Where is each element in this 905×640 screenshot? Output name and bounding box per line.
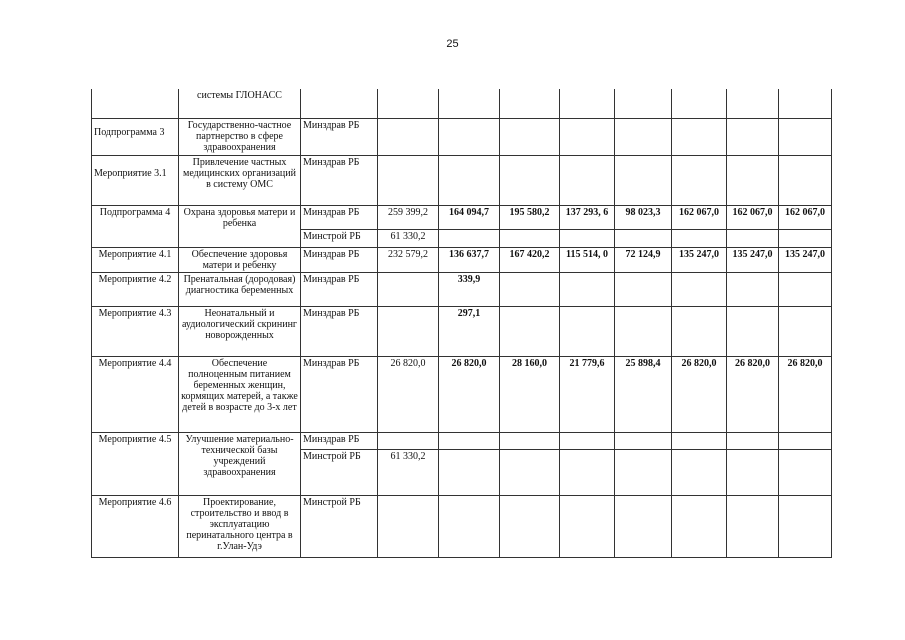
- row-executor: Минздрав РБ: [301, 272, 378, 306]
- value-cell: [672, 229, 727, 247]
- value-cell: [439, 89, 500, 118]
- row-executor: Минстрой РБ: [301, 229, 378, 247]
- value-cell: [500, 155, 560, 205]
- row-code: Мероприятие 4.3: [92, 306, 179, 356]
- value-cell: 28 160,0: [500, 356, 560, 432]
- value-cell: [378, 155, 439, 205]
- value-cell: 61 330,2: [378, 229, 439, 247]
- value-cell: 195 580,2: [500, 205, 560, 229]
- value-cell: [500, 449, 560, 495]
- value-cell: [615, 155, 672, 205]
- value-cell: [727, 306, 779, 356]
- value-cell: [727, 495, 779, 557]
- value-cell: 72 124,9: [615, 247, 672, 272]
- value-cell: 167 420,2: [500, 247, 560, 272]
- table-row: [92, 89, 832, 118]
- row-name: Государственно-частное партнерство в сфере здравоохранения: [179, 118, 301, 155]
- value-cell: [779, 229, 832, 247]
- value-cell: [727, 272, 779, 306]
- row-executor: Минздрав РБ: [301, 118, 378, 155]
- row-code: Подпрограмма 3: [92, 118, 179, 155]
- value-cell: [439, 229, 500, 247]
- row-executor: Минстрой РБ: [301, 449, 378, 495]
- row-code: Мероприятие 4.6: [92, 495, 179, 557]
- value-cell: [500, 272, 560, 306]
- table-row: [92, 247, 832, 272]
- value-cell: [500, 495, 560, 557]
- value-cell: [560, 155, 615, 205]
- row-code: Мероприятие 4.2: [92, 272, 179, 306]
- value-cell: [672, 155, 727, 205]
- table-row: [92, 356, 832, 432]
- row-executor: Минздрав РБ: [301, 356, 378, 432]
- value-cell: 136 637,7: [439, 247, 500, 272]
- value-cell: 135 247,0: [779, 247, 832, 272]
- row-executor: Минздрав РБ: [301, 432, 378, 449]
- value-cell: 61 330,2: [378, 449, 439, 495]
- value-cell: 137 293, 6: [560, 205, 615, 229]
- value-cell: [615, 432, 672, 449]
- value-cell: [500, 89, 560, 118]
- value-cell: [615, 118, 672, 155]
- row-name: системы ГЛОНАСС: [179, 89, 301, 118]
- value-cell: 297,1: [439, 306, 500, 356]
- value-cell: [672, 272, 727, 306]
- value-cell: [615, 89, 672, 118]
- value-cell: [500, 306, 560, 356]
- row-name: Улучшение материально-технической базы учреждений здравоохранения: [179, 432, 301, 495]
- value-cell: 259 399,2: [378, 205, 439, 229]
- value-cell: [560, 229, 615, 247]
- value-cell: [615, 449, 672, 495]
- value-cell: 26 820,0: [378, 356, 439, 432]
- row-code: [92, 89, 179, 118]
- row-executor: Минздрав РБ: [301, 205, 378, 229]
- value-cell: [615, 306, 672, 356]
- value-cell: [560, 432, 615, 449]
- row-name: Обеспечение здоровья матери и ребенку: [179, 247, 301, 272]
- value-cell: [378, 432, 439, 449]
- row-name: Обеспечение полноценным питанием беременных женщин, кормящих матерей, а также детей в возрасте до 3-х лет: [179, 356, 301, 432]
- value-cell: [560, 89, 615, 118]
- value-cell: [779, 306, 832, 356]
- value-cell: [378, 495, 439, 557]
- value-cell: [672, 495, 727, 557]
- row-code: Мероприятие 4.5: [92, 432, 179, 495]
- value-cell: 26 820,0: [779, 356, 832, 432]
- value-cell: 135 247,0: [672, 247, 727, 272]
- value-cell: [560, 118, 615, 155]
- row-code: Мероприятие 4.1: [92, 247, 179, 272]
- value-cell: [779, 155, 832, 205]
- value-cell: 115 514, 0: [560, 247, 615, 272]
- value-cell: [378, 306, 439, 356]
- value-cell: [727, 118, 779, 155]
- row-name: Проектирование, строительство и ввод в эксплуатацию перинатального центра в г.Улан-Удэ: [179, 495, 301, 557]
- row-executor: Минздрав РБ: [301, 306, 378, 356]
- value-cell: [779, 272, 832, 306]
- value-cell: [615, 495, 672, 557]
- table-row: [92, 155, 832, 205]
- value-cell: [378, 118, 439, 155]
- value-cell: [672, 306, 727, 356]
- program-budget-table: [91, 89, 832, 558]
- row-executor: Минстрой РБ: [301, 495, 378, 557]
- table-row: [92, 432, 832, 449]
- value-cell: [439, 449, 500, 495]
- value-cell: [560, 272, 615, 306]
- row-executor: [301, 89, 378, 118]
- table-row: [92, 205, 832, 229]
- value-cell: 26 820,0: [439, 356, 500, 432]
- value-cell: 135 247,0: [727, 247, 779, 272]
- value-cell: 25 898,4: [615, 356, 672, 432]
- row-name: Неонатальный и аудиологический скрининг новорожденных: [179, 306, 301, 356]
- value-cell: 162 067,0: [779, 205, 832, 229]
- value-cell: [560, 495, 615, 557]
- value-cell: [727, 432, 779, 449]
- row-code: Мероприятие 4.4: [92, 356, 179, 432]
- value-cell: 26 820,0: [672, 356, 727, 432]
- page-number: 25: [446, 38, 459, 50]
- value-cell: [779, 118, 832, 155]
- row-name: Привлечение частных медицинских организаций в систему ОМС: [179, 155, 301, 205]
- value-cell: [439, 155, 500, 205]
- value-cell: 21 779,6: [560, 356, 615, 432]
- value-cell: [672, 89, 727, 118]
- value-cell: 164 094,7: [439, 205, 500, 229]
- row-executor: Минздрав РБ: [301, 247, 378, 272]
- value-cell: [727, 89, 779, 118]
- value-cell: [727, 229, 779, 247]
- value-cell: [439, 432, 500, 449]
- value-cell: [615, 229, 672, 247]
- value-cell: [779, 495, 832, 557]
- value-cell: [500, 229, 560, 247]
- value-cell: [672, 118, 727, 155]
- value-cell: [378, 89, 439, 118]
- value-cell: [672, 432, 727, 449]
- value-cell: [615, 272, 672, 306]
- value-cell: 98 023,3: [615, 205, 672, 229]
- table-row: [92, 306, 832, 356]
- row-name: Пренатальная (дородовая) диагностика беременных: [179, 272, 301, 306]
- row-code: Мероприятие 3.1: [92, 155, 179, 205]
- table-row: [92, 118, 832, 155]
- value-cell: [500, 432, 560, 449]
- value-cell: [439, 118, 500, 155]
- value-cell: 162 067,0: [672, 205, 727, 229]
- value-cell: [779, 449, 832, 495]
- value-cell: [779, 432, 832, 449]
- table-row: [92, 272, 832, 306]
- value-cell: 232 579,2: [378, 247, 439, 272]
- value-cell: [378, 272, 439, 306]
- value-cell: [727, 449, 779, 495]
- value-cell: [779, 89, 832, 118]
- row-code: Подпрограмма 4: [92, 205, 179, 247]
- row-name: Охрана здоровья матери и ребенка: [179, 205, 301, 247]
- value-cell: [727, 155, 779, 205]
- value-cell: 162 067,0: [727, 205, 779, 229]
- value-cell: [560, 306, 615, 356]
- value-cell: [500, 118, 560, 155]
- table-row: [92, 495, 832, 557]
- value-cell: [672, 449, 727, 495]
- value-cell: [560, 449, 615, 495]
- value-cell: 26 820,0: [727, 356, 779, 432]
- value-cell: [439, 495, 500, 557]
- value-cell: 339,9: [439, 272, 500, 306]
- row-executor: Минздрав РБ: [301, 155, 378, 205]
